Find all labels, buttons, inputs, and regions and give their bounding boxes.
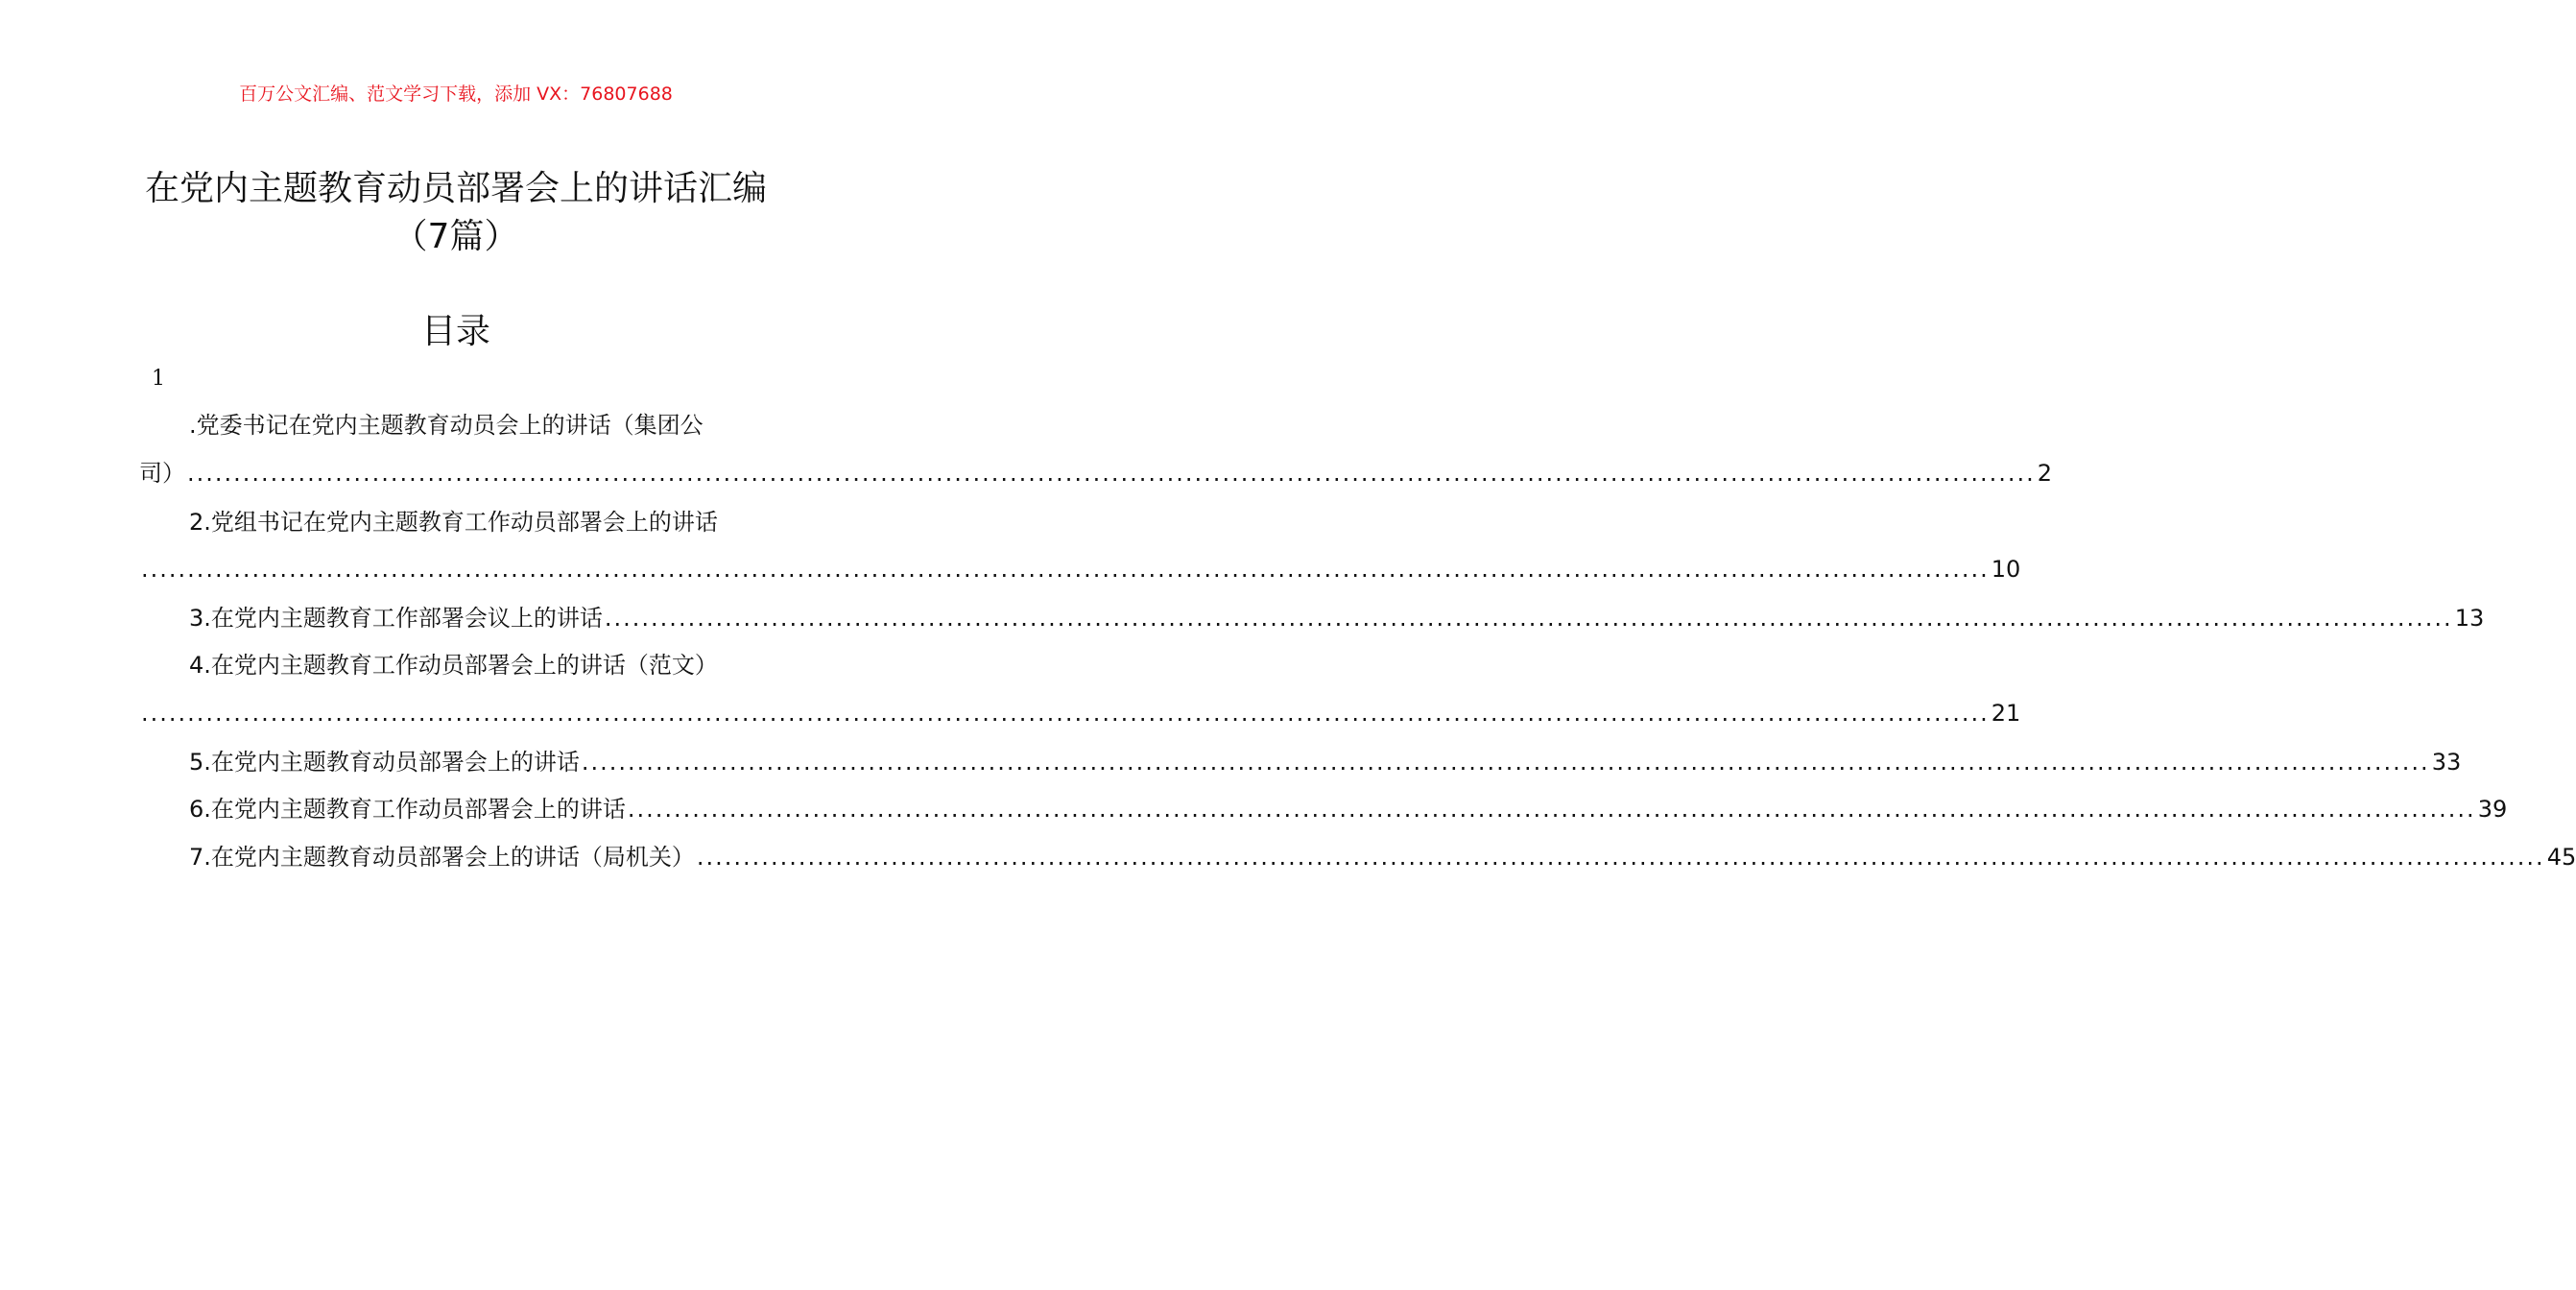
dot-leader: ........................................................................................................................................................................................................ xyxy=(604,605,2453,632)
toc-page-number: 39 xyxy=(2477,796,2508,823)
toc-entry-title: 7.在党内主题教育动员部署会上的讲话（局机关） xyxy=(189,844,695,871)
toc-entry-title-continued: 司） xyxy=(139,460,185,487)
toc-entry-7[interactable] xyxy=(139,841,2576,873)
toc-page-number: 45 xyxy=(2546,844,2576,871)
toc-entry-title: 2.党组书记在党内主题教育工作动员部署会上的讲话 xyxy=(189,509,718,536)
toc-page-number: 10 xyxy=(1991,556,2021,583)
toc-entry-1-line-2[interactable] xyxy=(139,457,2053,490)
header-note: 百万公文汇编、范文学习下载，添加 VX：76807688 xyxy=(239,84,673,105)
toc-entry-title: 6.在党内主题教育工作动员部署会上的讲话 xyxy=(189,796,626,823)
toc-entry-5[interactable] xyxy=(139,746,2462,778)
dot-leader: ........................................................................................................................................................................................................ xyxy=(187,460,2036,487)
toc-entry-6[interactable] xyxy=(139,793,2508,825)
toc-page-number: 21 xyxy=(1991,700,2021,727)
dot-leader: ........................................................................................................................................................................................................ xyxy=(141,556,1990,583)
toc-entry-title: 5.在党内主题教育动员部署会上的讲话 xyxy=(189,749,580,776)
toc-entry-4-line-2[interactable] xyxy=(139,697,2021,729)
toc-entry-3[interactable] xyxy=(139,602,2485,634)
toc-heading: 目录 xyxy=(420,312,490,351)
dot-leader: ........................................................................................................................................................................................................ xyxy=(696,844,2545,871)
document-title xyxy=(0,165,912,261)
dot-leader: ........................................................................................................................................................................................................ xyxy=(627,796,2476,823)
stray-number: 1 xyxy=(152,367,165,391)
document-title-line-1: 在党内主题教育动员部署会上的讲话汇编 xyxy=(144,169,767,208)
dot-leader: ........................................................................................................................................................................................................ xyxy=(141,700,1990,727)
toc-page-number: 2 xyxy=(2037,460,2053,487)
toc-page-number: 33 xyxy=(2431,749,2462,776)
toc-page-number: 13 xyxy=(2454,605,2485,632)
toc-entry-1-line-1[interactable] xyxy=(139,409,773,442)
toc-entry-2-line-2[interactable] xyxy=(139,553,2021,585)
document-title-line-2: （7篇） xyxy=(393,217,519,256)
toc-entry-2-line-1[interactable] xyxy=(139,506,773,538)
toc-entry-title: 4.在党内主题教育工作动员部署会上的讲话（范文） xyxy=(189,652,718,679)
toc-entry-title: 3.在党内主题教育工作部署会议上的讲话 xyxy=(189,605,603,632)
dot-leader: ........................................................................................................................................................................................................ xyxy=(581,749,2430,776)
toc-entry-4-line-1[interactable] xyxy=(139,649,773,681)
toc-entry-title: .党委书记在党内主题教育动员会上的讲话（集团公 xyxy=(189,412,704,439)
